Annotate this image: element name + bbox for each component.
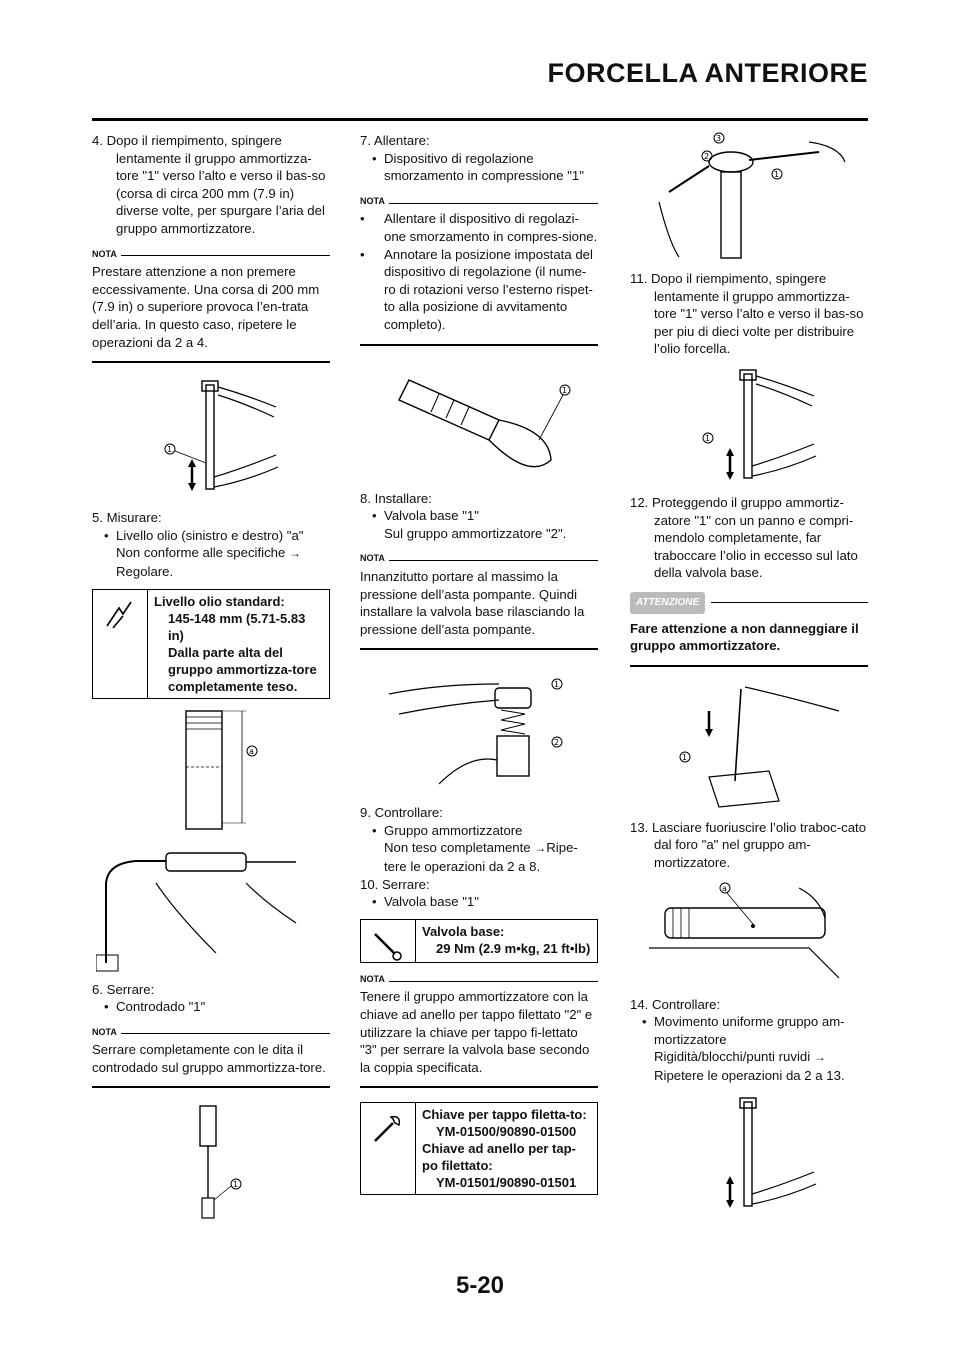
caution-end-rule bbox=[630, 665, 868, 667]
fork-push-figure bbox=[136, 377, 286, 497]
step-8: 8. Installare: bbox=[360, 490, 432, 506]
torque-value: 29 Nm (2.9 m•kg, 21 ft•lb) bbox=[436, 940, 591, 956]
nota-4-text: Prestare attenzione a non premere eccessivamente. Una corsa di 200 mm (7.9 in) o superiore provoca l’en-trata dell’aria. In questo caso, ripetere le operazioni da 2 a 4. bbox=[92, 264, 320, 350]
header-rule bbox=[92, 118, 868, 121]
measure-icon bbox=[93, 590, 148, 698]
torque-title: Valvola base: bbox=[422, 923, 505, 939]
step-4: 4. Dopo il riempimento, spingere lentamente il gruppo ammortizza-tore "1" verso l’alto e verso il bas-so (corsa di circa 200 mm (7.9 in) diverse volte, per spurgare l’aria del gruppo ammortizzatore. bbox=[92, 133, 326, 236]
column-middle bbox=[360, 132, 598, 1203]
nota-10-text: Tenere il gruppo ammortizzatore con la chiave ad anello per tappo filettato "2" e utilizzare la chiave per tappo fi-lettato "3" per serrare la valvola base secondo la coppia specificata. bbox=[360, 989, 593, 1075]
damper-adjuster-figure bbox=[379, 360, 579, 480]
svg-text:1: 1 bbox=[554, 680, 560, 690]
nota-7-bullet-1: • Allentare il dispositivo di regolazi-one smorzamento in compres-sione. bbox=[360, 211, 598, 244]
locknut-figure bbox=[136, 1102, 286, 1232]
step-13: 13. Lasciare fuoriuscire l’olio traboc-cato dal foro "a" nel gruppo am-mortizzatore. bbox=[630, 819, 867, 870]
nota-7-bullet-2: • Annotare la posizione impostata del dispositivo di regolazione (il nume-ro di rotazioni verso l’esterno rispet-to alla posizione di avvitamento completo). bbox=[360, 246, 593, 332]
torque-wrench-icon bbox=[361, 920, 416, 962]
step-14: 14. Controllare: bbox=[630, 996, 721, 1012]
special-tool-icon bbox=[361, 1103, 416, 1194]
step-12: 12. Proteggendo il gruppo ammortiz-zatore "1" con un panno e compri-mendolo completamente, far traboccare l’olio in eccesso sul lato della valvola base. bbox=[630, 494, 858, 581]
page-title: FORCELLA ANTERIORE bbox=[547, 58, 868, 88]
step-5-bullet: • Livello olio (sinistro e destro) "a" bbox=[104, 527, 304, 543]
oil-overflow-figure bbox=[649, 878, 849, 988]
step-8-bullet: • Valvola base "1" bbox=[372, 508, 479, 524]
base-valve-install-figure bbox=[379, 664, 579, 794]
tool-2-name: Chiave ad anello per tap-po filettato: bbox=[422, 1141, 576, 1174]
spec-box bbox=[92, 589, 330, 699]
step-10-bullet: • Valvola base "1" bbox=[372, 894, 479, 910]
oil-level-figure bbox=[136, 707, 286, 837]
spec-title: Livello olio standard: bbox=[154, 593, 285, 609]
caution-heading: ATTENZIONE bbox=[630, 592, 868, 614]
svg-text:a: a bbox=[249, 746, 254, 756]
nota-heading: NOTA bbox=[360, 193, 598, 211]
step-5: 5. Misurare: bbox=[92, 510, 162, 526]
torque-box bbox=[360, 919, 598, 963]
nota-end-rule bbox=[360, 648, 598, 650]
step-5-line2: Non conforme alle specifiche → bbox=[116, 545, 301, 561]
step-14-line3: Ripetere le operazioni da 2 a 13. bbox=[654, 1067, 845, 1083]
tool-1-name: Chiave per tappo filetta-to: bbox=[422, 1107, 587, 1123]
step-6: 6. Serrare: bbox=[92, 981, 155, 997]
svg-text:2: 2 bbox=[554, 738, 560, 748]
step-9-bullet: • Gruppo ammortizzatore bbox=[372, 822, 523, 838]
step-14-line2: Rigidità/blocchi/punti ruvidi → bbox=[654, 1049, 826, 1065]
step-7: 7. Allentare: bbox=[360, 133, 430, 148]
step-9: 9. Controllare: bbox=[360, 805, 443, 821]
step-7-bullet: • Dispositivo di regolazione smorzamento in compressione "1" bbox=[372, 150, 584, 184]
nota-heading: NOTA bbox=[92, 1024, 330, 1042]
nota-8-text: Innanzitutto portare al massimo la pressione dell’asta pompante. Quindi installare la valvola base rilasciando la pressione dell’asta pompante. bbox=[360, 568, 585, 637]
step-5-line3: Regolare. bbox=[116, 563, 174, 579]
svg-text:2: 2 bbox=[704, 152, 710, 161]
nota-end-rule bbox=[360, 344, 598, 346]
step-9-line2: Non teso completamente →Ripe-tere le operazioni da 2 a 8. bbox=[384, 840, 578, 875]
svg-text:1: 1 bbox=[562, 385, 568, 395]
svg-text:1: 1 bbox=[233, 1180, 239, 1190]
fill-pump-figure bbox=[96, 843, 326, 973]
tool-box bbox=[360, 1102, 598, 1195]
nota-end-rule bbox=[92, 361, 330, 363]
nota-end-rule bbox=[360, 1086, 598, 1088]
wrench-tighten-figure bbox=[649, 132, 849, 262]
svg-text:1: 1 bbox=[774, 170, 780, 179]
tool-1-number: YM-01500/90890-01500 bbox=[436, 1124, 577, 1140]
fork-stroke-figure bbox=[674, 366, 824, 486]
step-10: 10. Serrare: bbox=[360, 876, 430, 892]
compress-cloth-figure bbox=[649, 681, 849, 811]
page-number: 5-20 bbox=[455, 1272, 505, 1299]
column-right bbox=[630, 132, 868, 1214]
nota-end-rule bbox=[92, 1086, 330, 1088]
svg-text:1: 1 bbox=[682, 752, 688, 762]
svg-text:1: 1 bbox=[167, 445, 173, 455]
svg-text:3: 3 bbox=[716, 134, 722, 143]
svg-text:1: 1 bbox=[705, 433, 711, 443]
nota-heading: NOTA bbox=[360, 550, 598, 568]
tool-2-number: YM-01501/90890-01501 bbox=[436, 1175, 577, 1191]
caution-text: Fare attenzione a non danneggiare il gruppo ammortizzatore. bbox=[630, 620, 859, 654]
step-11: 11. Dopo il riempimento, spingere lentamente il gruppo ammortizza-tore "1" verso l’alto e verso il bas-so per piu di dieci volte per distribuire l’olio forcella. bbox=[630, 271, 864, 357]
svg-text:a: a bbox=[722, 883, 727, 893]
nota-heading: NOTA bbox=[360, 971, 598, 989]
step-8-line2: Sul gruppo ammortizzatore "2". bbox=[384, 525, 567, 541]
nota-heading: NOTA bbox=[92, 246, 330, 264]
spec-note: Dalla parte alta del gruppo ammortizza-tore completamente teso. bbox=[168, 644, 317, 694]
fork-check-figure bbox=[674, 1094, 824, 1214]
column-left bbox=[92, 132, 330, 1232]
step-14-bullet: • Movimento uniforme gruppo am-mortizzatore bbox=[642, 1014, 845, 1047]
nota-6-text: Serrare completamente con le dita il controdado sul gruppo ammortizza-tore. bbox=[92, 1042, 326, 1075]
spec-value: 145-148 mm (5.71-5.83 in) bbox=[168, 610, 306, 643]
step-6-bullet: • Controdado "1" bbox=[104, 999, 206, 1015]
